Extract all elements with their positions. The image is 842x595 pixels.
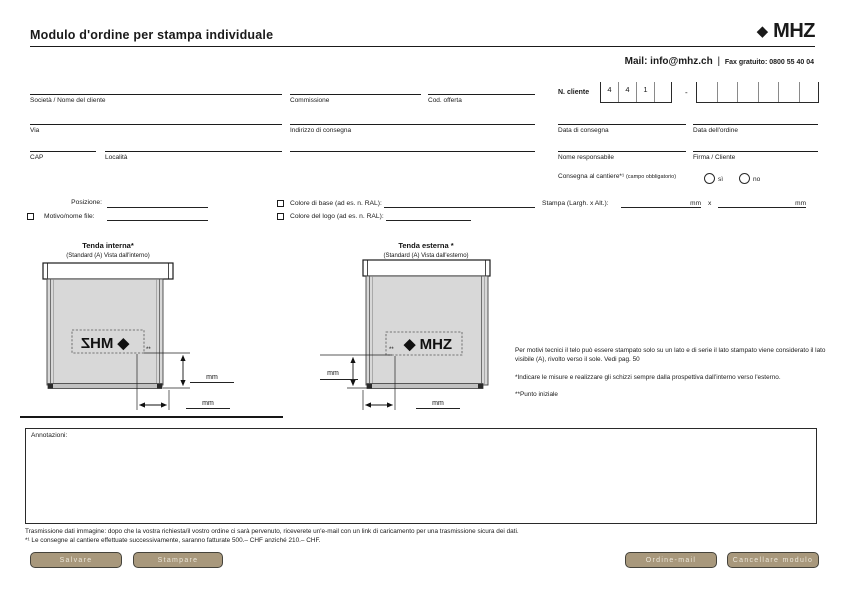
position-label: Posizione: [71,199,102,206]
radio-no-label: no [753,176,761,183]
site-delivery-row [558,173,676,180]
transmission-note: Trasmissione dati immagine: dopo che la vostra richiesta/il vostro ordine ci sarà pervenuto, riceverete un'e-mail con un link di caricamento per una trasmissione sicura dei dati. [25,528,519,535]
company-field[interactable] [30,94,282,105]
commission-field[interactable] [290,94,421,105]
commission-label: Commissione [290,97,330,104]
bottom-bar-endcap [48,384,53,389]
zip-field[interactable] [30,151,96,162]
print-height-input-line[interactable] [718,197,806,208]
order-date-label: Data dell'ordine [693,127,738,134]
street-field[interactable] [30,124,282,135]
mirrored-mhz-logo: ◆ MHZ [80,335,130,352]
clear-form-button[interactable]: Cancellare modulo [727,552,819,568]
annotations-label: Annotazioni: [31,432,68,439]
offer-code-label: Cod. offerta [428,97,462,104]
print-width-input-line[interactable] [621,197,701,208]
fabric-panel [47,279,163,385]
client-number-comb-left[interactable] [600,82,672,103]
client-number-comb-right[interactable] [696,82,819,103]
print-size-label: Stampa (Largh. x Alt.): [542,200,609,207]
responsible-label: Nome responsabile [558,154,615,161]
tenda-esterna-title: Tenda esterna * [398,241,454,250]
double-asterisk-note: **Punto iniziale [515,391,558,398]
delivery-date-field[interactable] [558,124,686,135]
delivery-date-label: Data di consegna [558,127,609,134]
header-divider [30,46,815,47]
technical-note: Per motivi tecnici il telo può essere stampato solo su un lato e di serie il lato stampato viene considerato il lato visibile (A), rivolto verso il sole. Vedi pag. 50 [515,347,826,363]
client-number-cell[interactable] [758,82,779,102]
company-label: Società / Nome del cliente [30,97,106,104]
site-delivery-note: (campo obbligatorio) [625,174,677,180]
contact-separator: | [717,56,721,67]
mhz-diamond-icon: ◆ [756,23,769,40]
cassette-box [363,260,490,276]
client-number-cell[interactable] [717,82,738,102]
bottom-bar [367,384,483,389]
radio-yes-label: sì [718,176,724,183]
diagram-separator-line [20,416,283,418]
start-point-stars: ** [389,347,394,353]
client-number-cell[interactable]: 1 [636,82,654,102]
order-date-field[interactable] [693,124,818,135]
client-number-cell[interactable]: 4 [600,82,618,102]
height-mm-label: mm [327,370,339,377]
tenda-interna-title: Tenda interna* [82,241,134,250]
height-mm-label: mm [206,374,218,381]
client-number-cell[interactable] [799,82,820,102]
signature-field[interactable] [693,151,818,162]
mm-unit-label: mm [795,200,806,207]
print-button[interactable]: Stampare [133,552,223,568]
tenda-interna-diagram [30,238,280,420]
mhz-logo-print: ◆ MHZ [403,336,453,353]
page-title: Modulo d'ordine per stampa individuale [30,28,274,42]
client-number-cell[interactable] [654,82,672,102]
mhz-brand-name: MHZ [773,20,815,42]
offer-code-field[interactable] [428,94,535,105]
client-number-cell[interactable] [696,82,717,102]
tenda-interna-subtitle: (Standard (A) Vista dall'interno) [66,253,150,259]
city-label: Località [105,154,128,161]
surcharge-note: *¹ Le consegne al cantiere effettuate successivamente, saranno fatturate 500.– CHF anziché 210.– CHF. [25,537,321,544]
client-number-cell[interactable] [737,82,758,102]
street-label: Via [30,127,40,134]
position-input-line[interactable] [107,200,208,208]
save-button[interactable]: Salvare [30,552,122,568]
zip-label: CAP [30,154,44,161]
base-color-label: Colore di base (ad es. n. RAL): [290,200,382,207]
client-number-label: N. cliente [558,89,590,96]
logo-color-checkbox[interactable] [277,213,284,220]
base-color-checkbox[interactable] [277,200,284,207]
bottom-bar [48,384,162,389]
width-mm-label: mm [202,400,214,407]
mail-label: Mail: info@mhz.ch [624,56,713,67]
responsible-field[interactable] [558,151,686,162]
radio-yes[interactable] [704,173,715,184]
client-number-cell[interactable]: 4 [618,82,636,102]
row3-middle-input-line[interactable] [290,151,535,154]
radio-no[interactable] [739,173,750,184]
logo-color-label: Colore del logo (ad es. n. RAL): [290,213,384,220]
bottom-bar-endcap [478,384,483,389]
annotations-box[interactable] [25,428,817,524]
client-number-cell[interactable] [778,82,799,102]
mhz-logo [757,20,815,43]
order-mail-button[interactable]: Ordine-mail [625,552,717,568]
motif-input-line[interactable] [107,213,208,221]
cassette-box [43,263,173,279]
delivery-address-field[interactable] [290,124,535,135]
tenda-esterna-subtitle: (Standard (A) Vista dall'esterno) [383,253,469,259]
width-mm-label: mm [432,400,444,407]
motif-checkbox[interactable] [27,213,34,220]
mm-unit-label: mm [690,200,701,207]
fabric-panel [366,276,488,385]
contact-line [625,56,814,67]
fax-label: Fax gratuito: 0800 55 40 04 [724,59,814,66]
signature-label: Firma / Cliente [693,154,736,161]
base-color-input-line[interactable] [384,200,535,208]
times-label: x [708,200,712,207]
motif-label: Motivo/nome file: [44,213,95,220]
start-point-stars: ** [146,347,151,353]
bottom-bar-endcap [157,384,162,389]
logo-color-input-line[interactable] [386,213,471,221]
client-number-dash: - [685,88,688,97]
city-field[interactable] [105,151,282,162]
asterisk-note: *Indicare le misure e realizzare gli schizzi sempre dalla prospettiva dall'interno verso l'esterno. [515,374,781,381]
delivery-address-label: Indirizzo di consegna [290,127,352,134]
site-delivery-label: Consegna al cantiere*¹ [558,173,625,180]
